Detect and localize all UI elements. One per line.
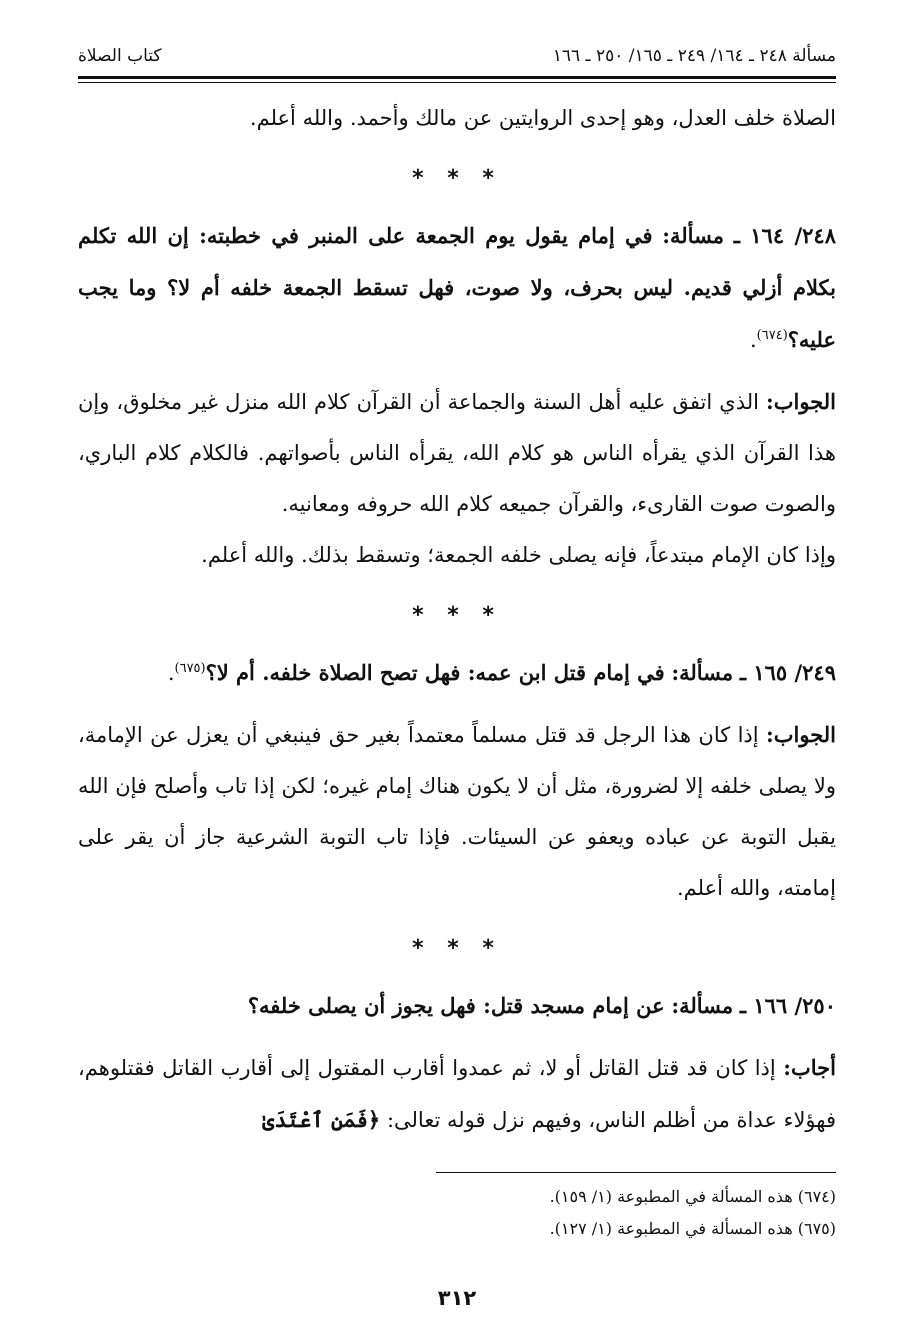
answer-label: الجواب: [765, 389, 836, 414]
answer-label: أجاب: [783, 1055, 836, 1080]
header-rule-thick [78, 76, 836, 79]
question-248 [78, 210, 836, 366]
page-body [78, 93, 836, 1245]
footnote-ref: (٦٧٥) [174, 661, 206, 676]
question-label: مسألة: [662, 223, 725, 248]
question-250 [78, 980, 836, 1032]
answer-248 [78, 376, 836, 530]
question-label: مسألة: [671, 993, 734, 1018]
question-label: مسألة: [671, 660, 734, 685]
question-number: ٢٤٨/ ١٦٤ ـ [733, 223, 836, 248]
header-rule-thin [78, 82, 836, 83]
answer-text: إذا كان هذا الرجل قد قتل مسلماً معتمداً بغير حق فينبغي أن يعزل عن الإمامة، ولا يصلى خلفه إلا لضرورة، مثل أن لا يكون هناك إمام غيره؛ لكن إذا تاب وأصلح فإن الله يقبل التوبة عن عباده ويعفو عن السيئات. فإذا تاب التوبة الشرعية جاز أن يقر على إمامته، والله أعلم. [78, 723, 836, 900]
footnote-divider [436, 1172, 836, 1173]
page-number: ٣١٢ [437, 1286, 477, 1310]
answer-250 [78, 1042, 836, 1146]
section-separator: * * * [412, 166, 502, 191]
footnote-674: (٦٧٤) هذه المسألة في المطبوعة (١/ ١٥٩). [549, 1187, 836, 1206]
quran-quote: ﴿فَمَنِ ٱعْتَدَىٰ [262, 1107, 381, 1132]
header-book-title: كتاب الصلاة [78, 46, 162, 66]
book-page [78, 44, 836, 1324]
section-separator: * * * [412, 936, 502, 961]
answer-label: الجواب: [766, 722, 836, 747]
answer-text: إذا كان قد قتل القاتل أو لا، ثم عمدوا أقارب المقتول إلى أقارب القاتل فقتلوهم، فهؤلاء عداة من أظلم الناس، وفيهم نزل قوله تعالى: [78, 1056, 836, 1132]
question-end: . [167, 661, 175, 685]
footnotes [78, 1181, 836, 1245]
section-separator: * * * [412, 603, 502, 628]
answer-249 [78, 709, 836, 914]
question-number: ٢٤٩/ ١٦٥ ـ [739, 660, 836, 685]
header-issue-range: مسألة ٢٤٨ ـ ١٦٤/ ٢٤٩ ـ ١٦٥/ ٢٥٠ ـ ١٦٦ [552, 46, 836, 66]
question-number: ٢٥٠/ ١٦٦ ـ [739, 993, 836, 1018]
question-text: في إمام قتل ابن عمه: فهل تصح الصلاة خلفه. أم لا؟ [205, 660, 665, 685]
answer-248-continued: وإذا كان الإمام مبتدعاً، فإنه يصلى خلفه الجمعة؛ وتسقط بذلك. والله أعلم. [201, 543, 836, 567]
answer-text: الذي اتفق عليه أهل السنة والجماعة أن القرآن كلام الله منزل غير مخلوق، وإن هذا القرآن الذي يقرأه الناس هو كلام الله، يقرأه الناس بأصواتهم. فالكلام كلام الباري، والصوت صوت القارىء، والقرآن جميعه كلام الله حروفه ومعانيه. [78, 390, 836, 516]
question-text: في إمام يقول يوم الجمعة على المنبر في خطبته: إن الله تكلم بكلام أزلي قديم. ليس بحرف، ولا صوت، فهل تسقط الجمعة خلفه أم لا؟ وما يجب عليه؟ [78, 223, 836, 352]
question-249 [78, 647, 836, 699]
footnote-675: (٦٧٥) هذه المسألة في المطبوعة (١/ ١٢٧). [549, 1219, 836, 1238]
intro-paragraph: الصلاة خلف العدل، وهو إحدى الروايتين عن مالك وأحمد. والله أعلم. [249, 106, 836, 130]
footnote-ref: (٦٧٤) [756, 328, 788, 343]
running-header [78, 44, 836, 68]
question-text: عن إمام مسجد قتل: فهل يجوز أن يصلى خلفه؟ [247, 993, 665, 1018]
question-end: . [749, 328, 757, 352]
